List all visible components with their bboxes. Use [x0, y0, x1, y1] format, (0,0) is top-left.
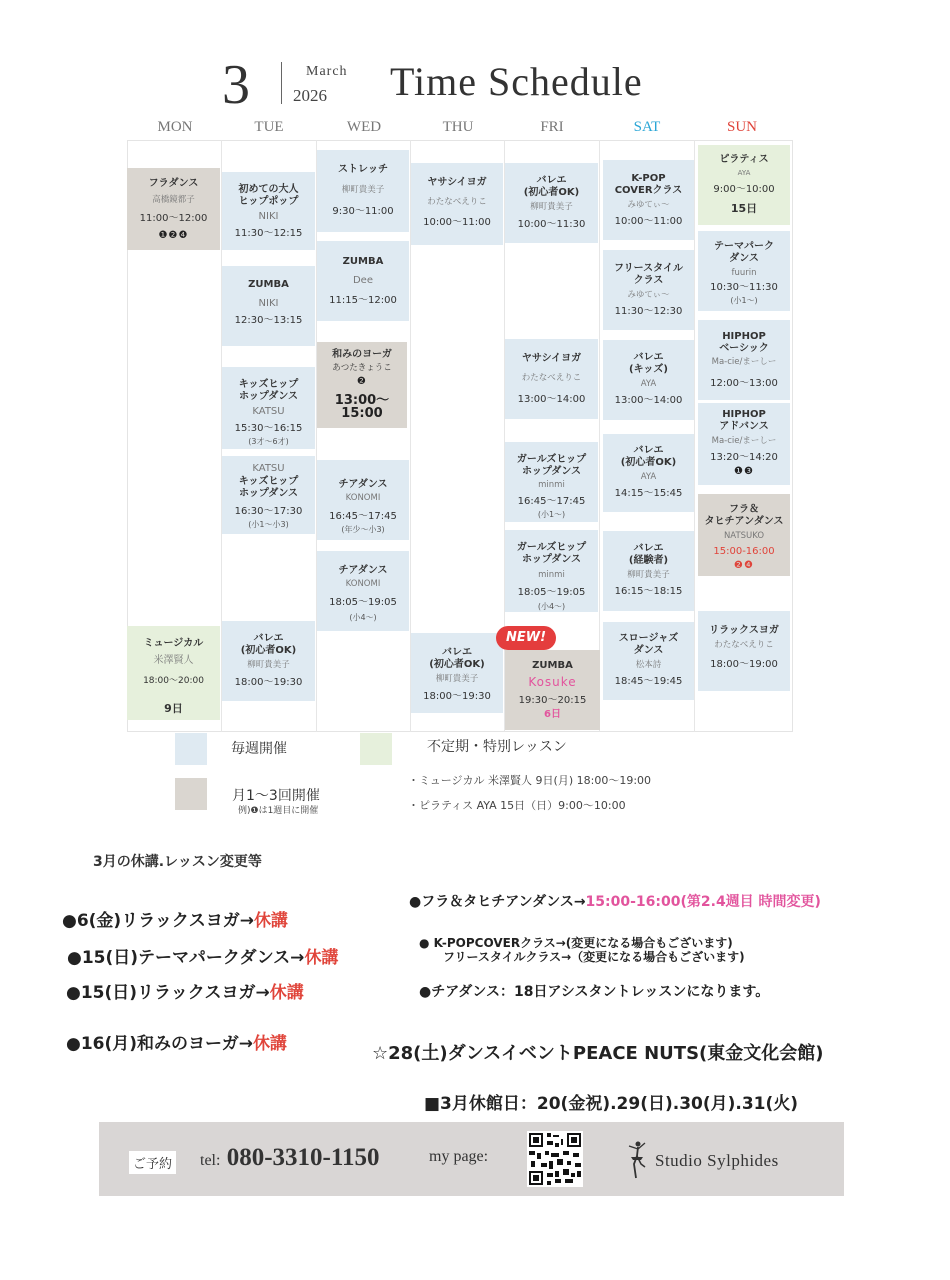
class-block-sat-kpop[interactable] — [603, 160, 694, 240]
booking-label: ご予約 — [129, 1151, 176, 1174]
qr-code-icon[interactable] — [527, 1131, 583, 1187]
change-text: ●フラ＆タヒチアンダンス→ — [409, 894, 586, 910]
change-text: ●15(日)テーマパークダンス→ — [67, 948, 305, 968]
class-block-sat-ballet-beginner[interactable] — [603, 434, 694, 512]
class-instructor: KATSU — [252, 463, 285, 474]
class-time: 13:00〜14:00 — [517, 394, 586, 405]
class-note: (小4〜) — [537, 602, 566, 611]
class-block-wed-stretch[interactable] — [317, 150, 409, 232]
class-instructor: NIKI — [258, 298, 279, 309]
class-instructor: AYA — [640, 472, 657, 482]
class-block-sun-pilates[interactable] — [698, 145, 790, 225]
mypage-label: my page: — [429, 1148, 489, 1165]
cancel-label: 休講 — [253, 911, 288, 931]
change-item-hula — [409, 891, 821, 911]
class-time: 18:45〜19:45 — [614, 676, 683, 687]
class-block-fri-zumba[interactable] — [505, 650, 600, 730]
cancel-label: 休講 — [269, 983, 304, 1003]
class-title: ヤサシイヨガ — [521, 353, 582, 364]
class-instructor: minmi — [538, 480, 565, 490]
class-instructor: みゆてぃ〜 — [627, 200, 670, 210]
class-time: 19:30〜20:15 — [518, 695, 587, 706]
event-notice: ☆28(土)ダンスイベントPEACE NUTS(東金文化会館) — [372, 1043, 824, 1064]
week-marks: ❷ — [357, 376, 367, 387]
class-time: 10:30〜11:30 — [710, 282, 778, 293]
studio-name: Studio Sylphides — [655, 1151, 779, 1170]
closed-days-notice: ■3月休館日：20(金祝).29(日).30(月).31(火) — [424, 1094, 799, 1114]
class-instructor: わたなべえりこ — [714, 640, 774, 650]
tel-label: tel: — [200, 1152, 221, 1169]
class-instructor: あつたきょうこ — [332, 363, 392, 373]
class-instructor: fuurin — [731, 268, 757, 278]
class-instructor: 松本詩 — [635, 660, 662, 670]
class-title: チアダンス — [338, 565, 388, 576]
class-time: 15:00-16:00 — [713, 546, 775, 557]
special-note-musical: ・ミュージカル 米澤賢人 9日(月) 18:00〜19:00 — [408, 774, 652, 787]
year: 2026 — [293, 86, 327, 105]
class-block-fri-girls-2[interactable] — [505, 530, 598, 612]
class-title: ガールズヒップ ホップダンス — [516, 542, 587, 565]
week-marks: ❶❷❹ — [158, 230, 189, 241]
class-instructor: KONOMI — [345, 493, 381, 503]
class-block-sun-relax-yoga[interactable] — [698, 611, 790, 691]
class-block-wed-yoga[interactable] — [317, 342, 407, 428]
class-title: チアダンス — [338, 479, 388, 490]
day-header-sat: SAT — [633, 119, 661, 135]
class-block-fri-ballet[interactable] — [505, 163, 598, 243]
class-title: テーマパーク ダンス — [714, 241, 774, 264]
class-time: 16:15〜18:15 — [614, 586, 683, 597]
class-instructor: 柳町貴美子 — [435, 674, 479, 684]
class-instructor: 柳町貴美子 — [530, 202, 573, 212]
class-instructor: KATSU — [252, 406, 285, 417]
class-time: 10:00〜11:00 — [423, 217, 491, 228]
tel-value: 080-3310-1150 — [226, 1144, 380, 1171]
change-item — [62, 906, 288, 931]
class-instructor: Ma-cie/まーしー — [711, 436, 777, 446]
day-header-thu: THU — [442, 119, 474, 135]
class-title: バレエ (初心者OK) — [429, 647, 485, 670]
class-title: キッズヒップ ホップダンス — [238, 379, 299, 402]
class-time: 18:05〜19:05 — [517, 587, 586, 598]
class-instructor: NATSUKO — [723, 531, 765, 541]
class-title: リラックスヨガ — [709, 625, 779, 636]
class-note: (年少〜小3) — [341, 525, 385, 534]
class-title: フリースタイル クラス — [614, 263, 683, 286]
class-time: 16:45〜17:45 — [517, 496, 586, 507]
change-detail: 15:00-16:00(第2.4週目 時間変更) — [585, 894, 821, 910]
class-block-wed-zumba[interactable] — [317, 241, 409, 321]
class-block-sun-hula[interactable] — [698, 494, 790, 576]
class-time: 15:30〜16:15 — [234, 423, 303, 434]
class-instructor: Dee — [352, 275, 373, 286]
special-note-pilates: ・ピラティス AYA 15日（日）9:00〜10:00 — [408, 799, 626, 812]
change-item-freestyle: フリースタイルクラス→（変更になる場合もございます) — [443, 950, 745, 964]
class-block-thu-ballet[interactable] — [411, 633, 503, 713]
class-title: K-POP COVERクラス — [614, 173, 683, 196]
legend-weekly-swatch — [175, 733, 207, 765]
class-instructor: 米澤賢人 — [153, 655, 194, 666]
class-block-sat-ballet-kids[interactable] — [603, 340, 694, 420]
class-time: 12:00〜13:00 — [710, 378, 778, 389]
class-date: 15日 — [730, 202, 758, 215]
class-block-sat-jazz[interactable] — [603, 622, 694, 700]
class-title: ZUMBA — [532, 660, 573, 671]
class-instructor: AYA — [737, 169, 751, 177]
class-block-sun-themepark[interactable] — [698, 231, 790, 311]
class-title: ZUMBA — [248, 279, 289, 290]
column-divider — [599, 140, 600, 732]
class-instructor: AYA — [640, 379, 657, 389]
class-title: ヤサシイヨガ — [427, 177, 487, 188]
class-title: ピラティス — [719, 154, 769, 165]
class-block-tue-zumba[interactable] — [222, 266, 315, 346]
class-note: (小1〜) — [730, 296, 758, 305]
new-badge: NEW! — [496, 626, 556, 650]
class-title: HIPHOP ベーシック — [719, 331, 769, 354]
class-time: 11:00〜12:00 — [139, 213, 208, 224]
class-title: HIPHOP アドバンス — [719, 409, 769, 432]
class-block-tue-kids-2[interactable] — [222, 456, 315, 534]
class-time: 18:05〜19:05 — [329, 597, 397, 608]
legend-monthly-swatch — [175, 778, 207, 810]
class-title: ミュージカル — [143, 638, 204, 649]
class-time: 13:00〜15:00 — [334, 393, 390, 421]
class-time: 10:00〜11:00 — [614, 216, 683, 227]
change-item-kpop: ● K-POPCOVERクラス→(変更になる場合もございます) — [419, 936, 733, 950]
class-block-sun-hiphop-basic[interactable] — [698, 320, 790, 400]
legend-monthly-note: 例)❶は1週目に開催 — [238, 806, 319, 816]
class-block-tue-ballet[interactable] — [222, 621, 315, 701]
class-block-fri-yoga[interactable] — [505, 339, 598, 419]
class-time: 18:00〜20:00 — [143, 676, 204, 686]
class-instructor: Kosuke — [528, 675, 577, 689]
class-time: 18:00〜19:30 — [234, 677, 303, 688]
day-header-sun: SUN — [726, 119, 757, 135]
class-time: 12:30〜13:15 — [234, 315, 303, 326]
class-block-fri-girls-1[interactable] — [505, 442, 598, 522]
class-instructor: minmi — [538, 570, 565, 580]
day-header-mon: MON — [157, 119, 193, 135]
class-time: 16:45〜17:45 — [329, 511, 397, 522]
class-instructor: 柳町貴美子 — [341, 185, 385, 195]
change-text: ●16(月)和みのヨーガ→ — [66, 1034, 253, 1054]
class-block-sun-hiphop-adv[interactable] — [698, 403, 790, 485]
class-block-sat-freestyle[interactable] — [603, 250, 694, 330]
day-header-tue: TUE — [254, 119, 284, 135]
day-header-fri: FRI — [540, 119, 564, 135]
class-block-thu-yoga[interactable] — [411, 163, 503, 245]
class-instructor: わたなべえりこ — [521, 373, 582, 383]
phone-number[interactable] — [200, 1144, 379, 1172]
change-text: ●6(金)リラックスヨガ→ — [62, 911, 254, 931]
class-title: ストレッチ — [338, 164, 388, 175]
class-block-mon-musical[interactable] — [127, 626, 220, 720]
class-instructor: 高橋鏡都子 — [152, 195, 195, 205]
class-block-sat-ballet-exp[interactable] — [603, 531, 694, 611]
month-name: March — [306, 64, 348, 79]
class-instructor: みゆてぃ〜 — [627, 290, 670, 300]
class-title: バレエ (初心者OK) — [620, 445, 677, 468]
change-item — [67, 943, 338, 968]
class-note: (小1〜小3) — [248, 520, 289, 529]
cancel-label: 休講 — [252, 1034, 287, 1054]
class-title: 初めての大人 ヒップポップ — [238, 184, 299, 207]
class-title: バレエ (初心者OK) — [523, 175, 580, 198]
class-title: スロージャズ ダンス — [618, 633, 679, 656]
change-item-cheer: ●チアダンス：18日アシスタントレッスンになります。 — [419, 984, 770, 1000]
ballerina-icon — [625, 1140, 647, 1180]
class-instructor: わたなべえりこ — [427, 197, 487, 207]
legend-weekly-label: 毎週開催 — [231, 741, 287, 757]
class-instructor: KONOMI — [345, 579, 381, 589]
class-time: 13:00〜14:00 — [614, 395, 683, 406]
cancel-label: 休講 — [304, 948, 339, 968]
class-title: キッズヒップ ホップダンス — [238, 476, 299, 499]
class-instructor: NIKI — [258, 211, 279, 222]
changes-title: 3月の休講.レッスン変更等 — [93, 854, 262, 870]
class-block-wed-cheer-2[interactable] — [317, 551, 409, 631]
class-title: ガールズヒップ ホップダンス — [516, 454, 587, 477]
class-instructor: Ma-cie/まーしー — [711, 357, 777, 367]
class-title: フラ＆ タヒチアンダンス — [704, 504, 784, 527]
class-title: ZUMBA — [342, 256, 384, 267]
class-title: バレエ (初心者OK) — [240, 633, 297, 656]
class-note: (小4〜) — [349, 613, 377, 622]
page-title: Time Schedule — [390, 59, 643, 104]
class-title: バレエ (キッズ) — [629, 352, 668, 375]
week-marks: ❷❹ — [734, 560, 754, 571]
change-item — [66, 1029, 287, 1054]
class-block-mon-hula[interactable] — [127, 168, 220, 250]
class-time: 9:00〜10:00 — [713, 184, 775, 195]
class-time: 9:30〜11:00 — [332, 206, 394, 217]
class-title: 和みのヨーガ — [332, 349, 392, 360]
class-time: 11:30〜12:30 — [614, 306, 683, 317]
week-marks: ❶❸ — [734, 466, 754, 477]
column-divider — [694, 140, 695, 732]
class-time: 13:20〜14:20 — [710, 452, 778, 463]
class-title: フラダンス — [148, 178, 199, 189]
legend-special-label: 不定期・特別レッスン — [427, 739, 567, 755]
class-block-wed-cheer-1[interactable] — [317, 460, 409, 540]
legend-special-swatch — [360, 733, 392, 765]
class-time: 11:30〜12:15 — [234, 228, 303, 239]
class-time: 11:15〜12:00 — [329, 295, 397, 306]
class-date: 9日 — [164, 702, 183, 715]
class-time: 14:15〜15:45 — [614, 488, 683, 499]
class-note: (小1〜) — [537, 510, 566, 519]
class-time: 16:30〜17:30 — [234, 506, 303, 517]
class-time: 18:00〜19:30 — [423, 691, 491, 702]
class-date: 6日 — [544, 709, 561, 720]
class-block-tue-hiphop[interactable] — [222, 172, 315, 250]
change-item — [66, 978, 304, 1003]
month-number: 3 — [222, 54, 250, 116]
class-instructor: 柳町貴美子 — [627, 570, 670, 580]
class-instructor: 柳町貴美子 — [247, 660, 290, 670]
class-title: バレエ (経験者) — [628, 543, 669, 566]
change-text: ●15(日)リラックスヨガ→ — [66, 983, 270, 1003]
class-time: 10:00〜11:30 — [517, 219, 586, 230]
class-block-tue-kids-1[interactable] — [222, 367, 315, 449]
legend-monthly-label: 月1〜3回開催 — [232, 788, 320, 804]
header-divider — [281, 62, 282, 104]
class-note: (3才〜6才) — [248, 437, 289, 446]
day-header-wed: WED — [346, 119, 382, 135]
class-time: 18:00〜19:00 — [710, 659, 778, 670]
